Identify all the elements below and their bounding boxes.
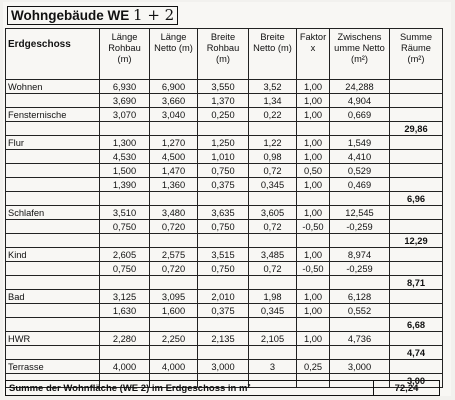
table-row [6, 178, 443, 192]
empty-cell [100, 276, 150, 290]
table-cell: 0,750 [100, 220, 150, 234]
table-cell: 3,510 [100, 206, 150, 220]
empty-cell [100, 192, 150, 206]
table-cell: 1,22 [249, 136, 297, 150]
table-cell: -0,50 [297, 220, 330, 234]
table-cell: 1,98 [249, 290, 297, 304]
table-cell: 1,010 [198, 150, 249, 164]
empty-cell [330, 192, 390, 206]
room-sum-row [6, 346, 443, 360]
empty-cell [249, 318, 297, 332]
summary-label: Summe der Wohnfläche (WE 2) im Erdgeschoss in m² [6, 381, 374, 396]
table-cell: 3,515 [198, 248, 249, 262]
table-cell: 1,00 [297, 206, 330, 220]
area-calculation-table [5, 28, 443, 388]
sum-cell-empty [390, 290, 443, 304]
title-handwritten-unit: 1 + 2 [133, 6, 175, 24]
table-cell: 1,600 [150, 304, 198, 318]
table-cell: 0,469 [330, 178, 390, 192]
table-cell: 24,288 [330, 80, 390, 94]
room-label [6, 94, 100, 108]
table-row [6, 304, 443, 318]
table-cell: 6,128 [330, 290, 390, 304]
room-sum-row [6, 192, 443, 206]
sum-cell-empty [390, 220, 443, 234]
table-cell: 0,750 [198, 262, 249, 276]
table-row [6, 136, 443, 150]
empty-cell [6, 318, 100, 332]
table-cell: 3,000 [198, 360, 249, 374]
table-cell: 0,250 [198, 108, 249, 122]
sum-cell-empty [390, 178, 443, 192]
document-sheet [3, 2, 451, 396]
table-cell: -0,259 [330, 220, 390, 234]
document-title [7, 6, 178, 25]
table-cell: 1,00 [297, 332, 330, 346]
empty-cell [100, 122, 150, 136]
table-cell: 4,500 [150, 150, 198, 164]
empty-cell [330, 346, 390, 360]
room-label [6, 150, 100, 164]
empty-cell [330, 122, 390, 136]
room-sum-value: 3,00 [390, 374, 443, 388]
empty-cell [150, 318, 198, 332]
table-cell: 1,549 [330, 136, 390, 150]
table-cell: 3,690 [100, 94, 150, 108]
table-row [6, 262, 443, 276]
table-cell: 0,529 [330, 164, 390, 178]
table-cell: 0,750 [198, 220, 249, 234]
table-cell: 0,720 [150, 220, 198, 234]
table-cell: 2,105 [249, 332, 297, 346]
empty-cell [297, 192, 330, 206]
table-cell: 3,605 [249, 206, 297, 220]
column-header: Breite Netto (m) [249, 29, 297, 80]
table-cell: 1,00 [297, 136, 330, 150]
sum-cell-empty [390, 360, 443, 374]
table-cell: 3,480 [150, 206, 198, 220]
empty-cell [198, 276, 249, 290]
sum-cell-empty [390, 206, 443, 220]
table-cell: 1,00 [297, 94, 330, 108]
sum-cell-empty [390, 164, 443, 178]
room-sum-value: 6,68 [390, 318, 443, 332]
room-sum-value: 29,86 [390, 122, 443, 136]
table-cell: -0,50 [297, 262, 330, 276]
table-cell: 0,72 [249, 262, 297, 276]
title-text: Wohngebäude WE [11, 8, 130, 23]
empty-cell [150, 192, 198, 206]
table-cell: 4,904 [330, 94, 390, 108]
table-cell: 2,250 [150, 332, 198, 346]
room-sum-value: 6,96 [390, 192, 443, 206]
empty-cell [150, 234, 198, 248]
table-row [6, 108, 443, 122]
table-cell: 1,630 [100, 304, 150, 318]
table-cell: 1,34 [249, 94, 297, 108]
empty-cell [249, 234, 297, 248]
table-cell: 0,345 [249, 304, 297, 318]
table-cell: 12,545 [330, 206, 390, 220]
empty-cell [198, 234, 249, 248]
column-header: Faktor x [297, 29, 330, 80]
table-cell: 1,00 [297, 108, 330, 122]
room-label [6, 304, 100, 318]
table-cell: 1,00 [297, 178, 330, 192]
sum-cell-empty [390, 94, 443, 108]
table-row [6, 290, 443, 304]
empty-cell [150, 276, 198, 290]
sum-cell-empty [390, 262, 443, 276]
table-cell: 4,000 [100, 360, 150, 374]
empty-cell [6, 192, 100, 206]
empty-cell [6, 276, 100, 290]
table-cell: 0,345 [249, 178, 297, 192]
table-cell: 0,375 [198, 178, 249, 192]
table-cell: 6,930 [100, 80, 150, 94]
table-cell: 0,72 [249, 164, 297, 178]
empty-cell [249, 192, 297, 206]
table-cell: 4,736 [330, 332, 390, 346]
room-label: Terrasse [6, 360, 100, 374]
empty-cell [330, 234, 390, 248]
table-cell: 3,125 [100, 290, 150, 304]
sum-cell-empty [390, 80, 443, 94]
empty-cell [198, 346, 249, 360]
table-cell: 1,470 [150, 164, 198, 178]
table-cell: 1,00 [297, 80, 330, 94]
table-cell: 0,720 [150, 262, 198, 276]
table-row [6, 80, 443, 94]
room-sum-row [6, 276, 443, 290]
room-sum-value: 8,71 [390, 276, 443, 290]
table-header-row [6, 29, 443, 80]
table-cell: 0,98 [249, 150, 297, 164]
table-cell: 1,00 [297, 290, 330, 304]
room-label: HWR [6, 332, 100, 346]
empty-cell [297, 318, 330, 332]
empty-cell [100, 234, 150, 248]
table-cell: 1,300 [100, 136, 150, 150]
table-row [6, 332, 443, 346]
empty-cell [297, 346, 330, 360]
column-header: Summe Räume (m²) [390, 29, 443, 80]
table-cell: 0,552 [330, 304, 390, 318]
empty-cell [330, 276, 390, 290]
table-cell: 3,635 [198, 206, 249, 220]
room-sum-row [6, 318, 443, 332]
table-cell: -0,259 [330, 262, 390, 276]
table-cell: 3,095 [150, 290, 198, 304]
table-cell: 2,010 [198, 290, 249, 304]
empty-cell [150, 346, 198, 360]
table-row [6, 220, 443, 234]
room-label: Kind [6, 248, 100, 262]
table-cell: 0,72 [249, 220, 297, 234]
table-cell: 3 [249, 360, 297, 374]
empty-cell [249, 346, 297, 360]
column-header: Länge Netto (m) [150, 29, 198, 80]
table-cell: 3,000 [330, 360, 390, 374]
empty-cell [249, 276, 297, 290]
table-cell: 3,070 [100, 108, 150, 122]
room-label [6, 178, 100, 192]
table-cell: 4,000 [150, 360, 198, 374]
empty-cell [297, 276, 330, 290]
column-header: Erdgeschoss [6, 29, 100, 80]
table-cell: 4,530 [100, 150, 150, 164]
table-cell: 2,135 [198, 332, 249, 346]
table-cell: 1,360 [150, 178, 198, 192]
room-label [6, 164, 100, 178]
column-header: Zwischens umme Netto (m²) [330, 29, 390, 80]
room-label [6, 220, 100, 234]
table-cell: 3,550 [198, 80, 249, 94]
empty-cell [249, 122, 297, 136]
table-cell: 3,485 [249, 248, 297, 262]
room-label: Fensternische [6, 108, 100, 122]
sum-cell-empty [390, 332, 443, 346]
table-row [6, 164, 443, 178]
table-cell: 0,22 [249, 108, 297, 122]
table-row [6, 94, 443, 108]
room-label: Wohnen [6, 80, 100, 94]
sum-cell-empty [390, 108, 443, 122]
table-cell: 1,500 [100, 164, 150, 178]
sum-cell-empty [390, 150, 443, 164]
sum-cell-empty [390, 136, 443, 150]
empty-cell [297, 122, 330, 136]
table-cell: 0,375 [198, 304, 249, 318]
empty-cell [6, 234, 100, 248]
table-row [6, 360, 443, 374]
table-cell: 1,00 [297, 248, 330, 262]
table-row [6, 150, 443, 164]
table-cell: 1,370 [198, 94, 249, 108]
table-cell: 1,270 [150, 136, 198, 150]
table-cell: 0,25 [297, 360, 330, 374]
table-row [6, 206, 443, 220]
room-sum-value: 12,29 [390, 234, 443, 248]
room-sum-value: 4,74 [390, 346, 443, 360]
table-cell: 0,50 [297, 164, 330, 178]
empty-cell [198, 192, 249, 206]
table-cell: 1,390 [100, 178, 150, 192]
table-cell: 2,605 [100, 248, 150, 262]
summary-total: 72,24 [374, 381, 440, 396]
table-cell: 3,660 [150, 94, 198, 108]
table-cell: 0,669 [330, 108, 390, 122]
sum-cell-empty [390, 248, 443, 262]
table-cell: 0,750 [100, 262, 150, 276]
summary-row [6, 381, 440, 396]
room-label: Bad [6, 290, 100, 304]
empty-cell [198, 318, 249, 332]
table-cell: 6,900 [150, 80, 198, 94]
table-cell: 8,974 [330, 248, 390, 262]
sum-cell-empty [390, 304, 443, 318]
table-cell: 4,410 [330, 150, 390, 164]
table-cell: 1,00 [297, 150, 330, 164]
empty-cell [330, 318, 390, 332]
empty-cell [198, 122, 249, 136]
column-header: Breite Rohbau (m) [198, 29, 249, 80]
table-row [6, 248, 443, 262]
empty-cell [150, 122, 198, 136]
room-sum-row [6, 234, 443, 248]
table-cell: 2,280 [100, 332, 150, 346]
room-label: Schlafen [6, 206, 100, 220]
empty-cell [100, 346, 150, 360]
room-sum-row [6, 122, 443, 136]
table-cell: 3,52 [249, 80, 297, 94]
empty-cell [6, 346, 100, 360]
total-area-summary [5, 380, 440, 396]
empty-cell [100, 318, 150, 332]
table-cell: 1,00 [297, 304, 330, 318]
table-cell: 0,750 [198, 164, 249, 178]
room-label [6, 262, 100, 276]
table-cell: 1,250 [198, 136, 249, 150]
table-cell: 2,575 [150, 248, 198, 262]
room-label: Flur [6, 136, 100, 150]
empty-cell [6, 122, 100, 136]
column-header: Länge Rohbau (m) [100, 29, 150, 80]
table-body [6, 80, 443, 388]
table-cell: 3,040 [150, 108, 198, 122]
empty-cell [297, 234, 330, 248]
